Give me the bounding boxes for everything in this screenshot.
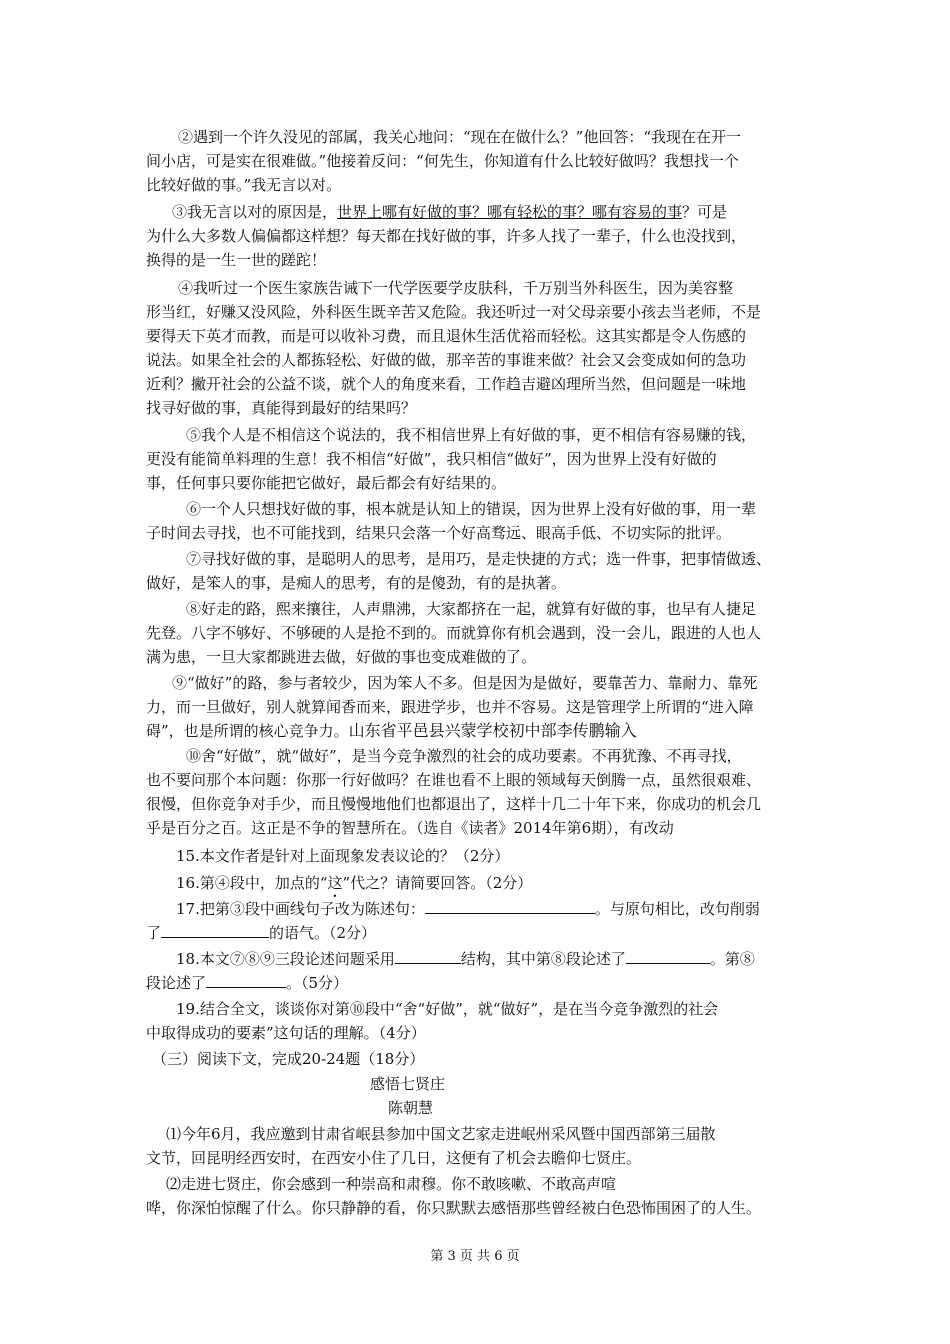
para-3-line-1 (172, 201, 727, 223)
question-19-line-2: 中取得成功的要素”这句话的理解。（4分） (146, 1024, 426, 1042)
para-9-line-3-text: 碍”，也是所谓的核心竞争力。 (146, 722, 349, 740)
question-17-line-1 (176, 898, 760, 920)
para-8-line-2: 先登。八字不够好、不够硬的人是抢不到的。而就算你有机会遇到，没一会儿，跟进的人也人 (146, 624, 762, 642)
para-3-line-1-start: ③我无言以对的原因是， (172, 203, 338, 221)
question-18-line-2-start: 段论述了 (146, 974, 207, 992)
para-6-line-2: 子时间去寻找，也不可能找到，结果只会落一个好高骛远、眼高手低、不切实际的批评。 (146, 524, 732, 542)
question-16-end: ”代之？请简要回答。（2分） (342, 874, 533, 892)
para-4-line-5: 近利？撇开社会的公益不谈，就个人的角度来看，工作趋吉避凶理所当然，但问题是一味地 (146, 375, 747, 393)
para-4-line-3: 要得天下英才而教，而是可以收补习费，而且退休生活优裕而轻松。这其实都是令人伤感的 (146, 327, 747, 345)
question-17-text: 17.把第③段中画线句子改为陈述句： (176, 900, 425, 918)
question-15: 15.本文作者是针对上面现象发表议论的？（2分） (176, 847, 510, 865)
para-9-line-3 (146, 720, 637, 742)
para-8-line-1: ⑧好走的路，熙来攘往，人声鼎沸，大家都挤在一起，就算有好做的事，也早有人捷足 (186, 600, 757, 618)
para-5-line-1: ⑤我个人是不相信这个说法的，我不相信世界上有好做的事，更不相信有容易赚的钱， (186, 426, 757, 444)
para-9-line-1: ⑨“做好”的路，参与者较少，因为笨人不多。但是因为是做好，要靠苦力、靠耐力、靠死 (172, 674, 758, 692)
question-18-mid: 结构，其中第⑧段论述了 (460, 950, 626, 968)
para-6-line-1: ⑥一个人只想找好做的事，根本就是认知上的错误，因为世界上没有好做的事，用一辈 (186, 500, 757, 518)
para-4-line-4: 说法。如果全社会的人都拣轻松、好做的做，那辛苦的事谁来做？社会又会变成如何的急功 (146, 351, 747, 369)
para-10-line-3: 很慢，但你竞争对手少，而且慢慢地他们也都退出了，这样十几二十年下来，你成功的机会几 (146, 795, 762, 813)
para-10-line-1: ⑩舍“好做”，就“做好”，是当今竞争激烈的社会的成功要素。不再犹豫、不再寻找， (186, 747, 742, 765)
question-17-mid: 。与原句相比，改句削弱 (594, 900, 760, 918)
para-4-line-6: 找寻好做的事，真能得到最好的结果吗？ (146, 399, 417, 417)
answer-blank-18a[interactable] (395, 948, 461, 964)
para-3-line-1-end: ？可是 (682, 203, 728, 221)
question-19-line-1: 19.结合全文，谈谈你对第⑩段中“舍“好做”，就“做好”，是在当今竞争激烈的社会 (176, 1000, 719, 1018)
question-18-text: 18.本文⑦⑧⑨三段论述问题采用 (176, 950, 395, 968)
question-18-end: 。第⑧ (709, 950, 755, 968)
answer-blank-17a[interactable] (425, 898, 595, 914)
para-2-line-1: ②遇到一个许久没见的部属，我关心地问：“现在在做什么？”他回答：“我现在在开一 (178, 128, 742, 146)
question-18-line-1 (176, 948, 755, 970)
answer-blank-18b[interactable] (626, 948, 710, 964)
question-17-line-2-end: 的语气。（2分） (269, 924, 377, 942)
para-7-line-2: 做好，是笨人的事，是痴人的思考，有的是傻劲，有的是执著。 (146, 574, 567, 592)
article-author: 陈朝慧 (388, 1099, 434, 1117)
para-5-line-3: 事，任何事只要你能把它做好，最后都会有好结果的。 (146, 474, 507, 492)
section-3-heading: （三）阅读下文，完成20-24题（18分） (152, 1050, 425, 1068)
para-2-line-2: 间小店，可是实在很难做。”他接着反问：“何先生，你知道有什么比较好做吗？我想找一个 (146, 152, 739, 170)
article-para-2-line-2: 哗，你深怕惊醒了什么。你只静静的看，你只默默去感悟那些曾经被白色恐怖围困了的人生。 (146, 1199, 762, 1217)
answer-blank-17b[interactable] (161, 922, 269, 938)
para-7-line-1: ⑦寻找好做的事，是聪明人的思考，是用巧，是走快捷的方式；选一件事，把事情做透、 (186, 550, 772, 568)
dotted-word: 这 (327, 874, 343, 892)
para-4-line-2: 形当红，好赚又没风险，外科医生既辛苦又危险。我还听过一对父母亲要小孩去当老师，不是 (146, 303, 762, 321)
para-2-line-3: 比较好做的事。”我无言以对。 (146, 176, 342, 194)
article-title: 感悟七贤庄 (370, 1075, 446, 1093)
article-para-1-line-1: ⑴今年6月，我应邀到甘肃省岷县参加中国文艺家走进岷州采风暨中国西部第三届散 (166, 1125, 716, 1143)
underlined-sentence: 世界上哪有好做的事？哪有轻松的事？哪有容易的事 (337, 203, 683, 221)
question-18-line-2 (146, 972, 348, 994)
typist-credit: 山东省平邑县兴蒙学校初中部李传鹏输入 (348, 721, 637, 740)
para-3-line-3: 换得的是一生一世的蹉跎！ (146, 251, 327, 269)
para-9-line-2: 力，而一旦做好，别人就算闻香而来，跟进学步，也并不容易。这是管理学上所谓的“进入障 (146, 698, 754, 716)
question-18-line-2-end: 。（5分） (286, 974, 349, 992)
question-17-line-2-start: 了 (146, 924, 162, 942)
question-17-line-2 (146, 922, 376, 944)
question-16-start: 16.第④段中，加点的“ (176, 874, 328, 892)
para-3-line-2: 为什么大多数人偏偏都这样想？每天都在找好做的事，许多人找了一辈子，什么也没找到， (146, 227, 747, 245)
para-4-line-1: ④我听过一个医生家族告诫下一代学医要学皮肤科，千万别当外科医生，因为美容整 (178, 279, 734, 297)
answer-blank-18c[interactable] (206, 972, 286, 988)
page-number-footer: 第 3 页 共 6 页 (430, 1249, 520, 1264)
para-10-line-2: 也不要问那个本问题：你那一行好做吗？在谁也看不上眼的领域每天倒腾一点，虽然很艰难、 (146, 771, 762, 789)
question-16 (176, 872, 532, 894)
article-para-1-line-2: 文节，回昆明经西安时，在西安小住了几日，这便有了机会去瞻仰七贤庄。 (146, 1149, 642, 1167)
article-para-2-line-1: ⑵走进七贤庄，你会感到一种崇高和肃穆。你不敢咳嗽、不敢高声喧 (166, 1175, 617, 1193)
para-10-line-4: 乎是百分之百。这正是不争的智慧所在。（选自《读者》2014年第6期），有改动 (146, 819, 674, 837)
para-8-line-3: 满为患，一旦大家都跳进去做，好做的事也变成难做的了。 (146, 648, 537, 666)
para-5-line-2: 更没有能简单料理的生意！我不相信“好做”，我只相信“做好”，因为世界上没有好做的 (146, 450, 717, 468)
